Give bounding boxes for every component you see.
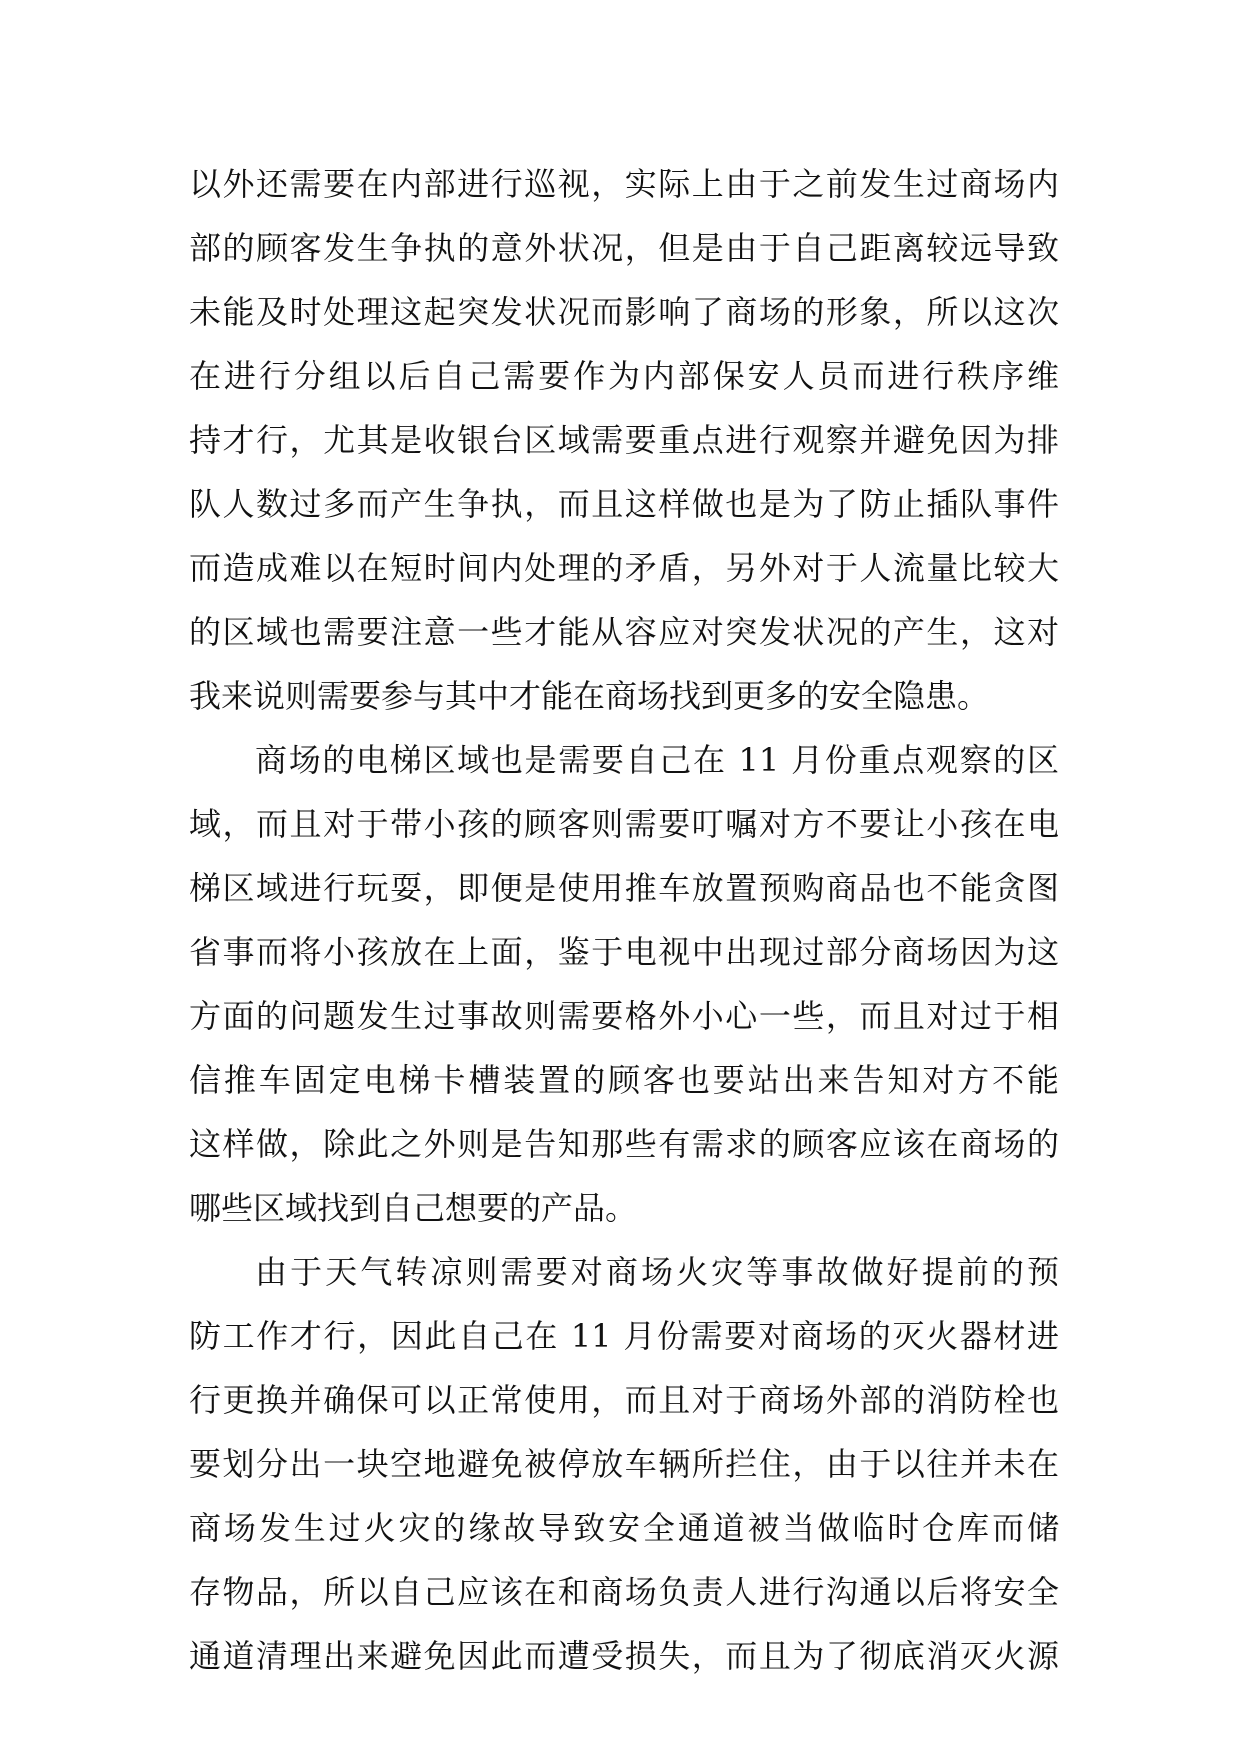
paragraph-1-line-3: 未能及时处理这起突发状况而影响了商场的形象，所以这次 [189,293,1059,331]
paragraph-1-line-8: 的区域也需要注意一些才能从容应对突发状况的产生，这对 [189,613,1059,651]
paragraph-1-line-5: 持才行，尤其是收银台区域需要重点进行观察并避免因为排 [189,421,1059,459]
paragraph-2-line-1: 商场的电梯区域也是需要自己在 11 月份重点观察的区 [255,741,1059,779]
paragraph-3-line-3: 行更换并确保可以正常使用，而且对于商场外部的消防栓也 [189,1381,1059,1419]
paragraph-3-line-4: 要划分出一块空地避免被停放车辆所拦住，由于以往并未在 [189,1445,1059,1483]
paragraph-3-line-7: 通道清理出来避免因此而遭受损失，而且为了彻底消灭火源 [189,1637,1059,1675]
paragraph-1-line-9: 我来说则需要参与其中才能在商场找到更多的安全隐患。 [189,677,990,715]
paragraph-2-line-5: 方面的问题发生过事故则需要格外小心一些，而且对过于相 [189,997,1059,1035]
paragraph-3-line-1: 由于天气转凉则需要对商场火灾等事故做好提前的预 [255,1253,1059,1291]
paragraph-3-line-6: 存物品，所以自己应该在和商场负责人进行沟通以后将安全 [189,1573,1059,1611]
paragraph-1-line-4: 在进行分组以后自己需要作为内部保安人员而进行秩序维 [189,357,1059,395]
paragraph-2-line-6: 信推车固定电梯卡槽装置的顾客也要站出来告知对方不能 [189,1061,1059,1099]
paragraph-1-line-1: 以外还需要在内部进行巡视，实际上由于之前发生过商场内 [189,165,1059,203]
paragraph-1-line-6: 队人数过多而产生争执，而且这样做也是为了防止插队事件 [189,485,1059,523]
paragraph-3-line-5: 商场发生过火灾的缘故导致安全通道被当做临时仓库而储 [189,1509,1059,1547]
paragraph-2-line-3: 梯区域进行玩耍，即便是使用推车放置预购商品也不能贪图 [189,869,1059,907]
paragraph-1-line-2: 部的顾客发生争执的意外状况，但是由于自己距离较远导致 [189,229,1059,267]
paragraph-2-line-8: 哪些区域找到自己想要的产品。 [189,1189,638,1227]
paragraph-2-line-2: 域，而且对于带小孩的顾客则需要叮嘱对方不要让小孩在电 [189,805,1059,843]
paragraph-2-line-4: 省事而将小孩放在上面，鉴于电视中出现过部分商场因为这 [189,933,1059,971]
paragraph-2-line-7: 这样做，除此之外则是告知那些有需求的顾客应该在商场的 [189,1125,1059,1163]
paragraph-1-line-7: 而造成难以在短时间内处理的矛盾，另外对于人流量比较大 [189,549,1059,587]
document-body [189,152,1059,1688]
paragraph-3-line-2: 防工作才行，因此自己在 11 月份需要对商场的灭火器材进 [189,1317,1059,1355]
